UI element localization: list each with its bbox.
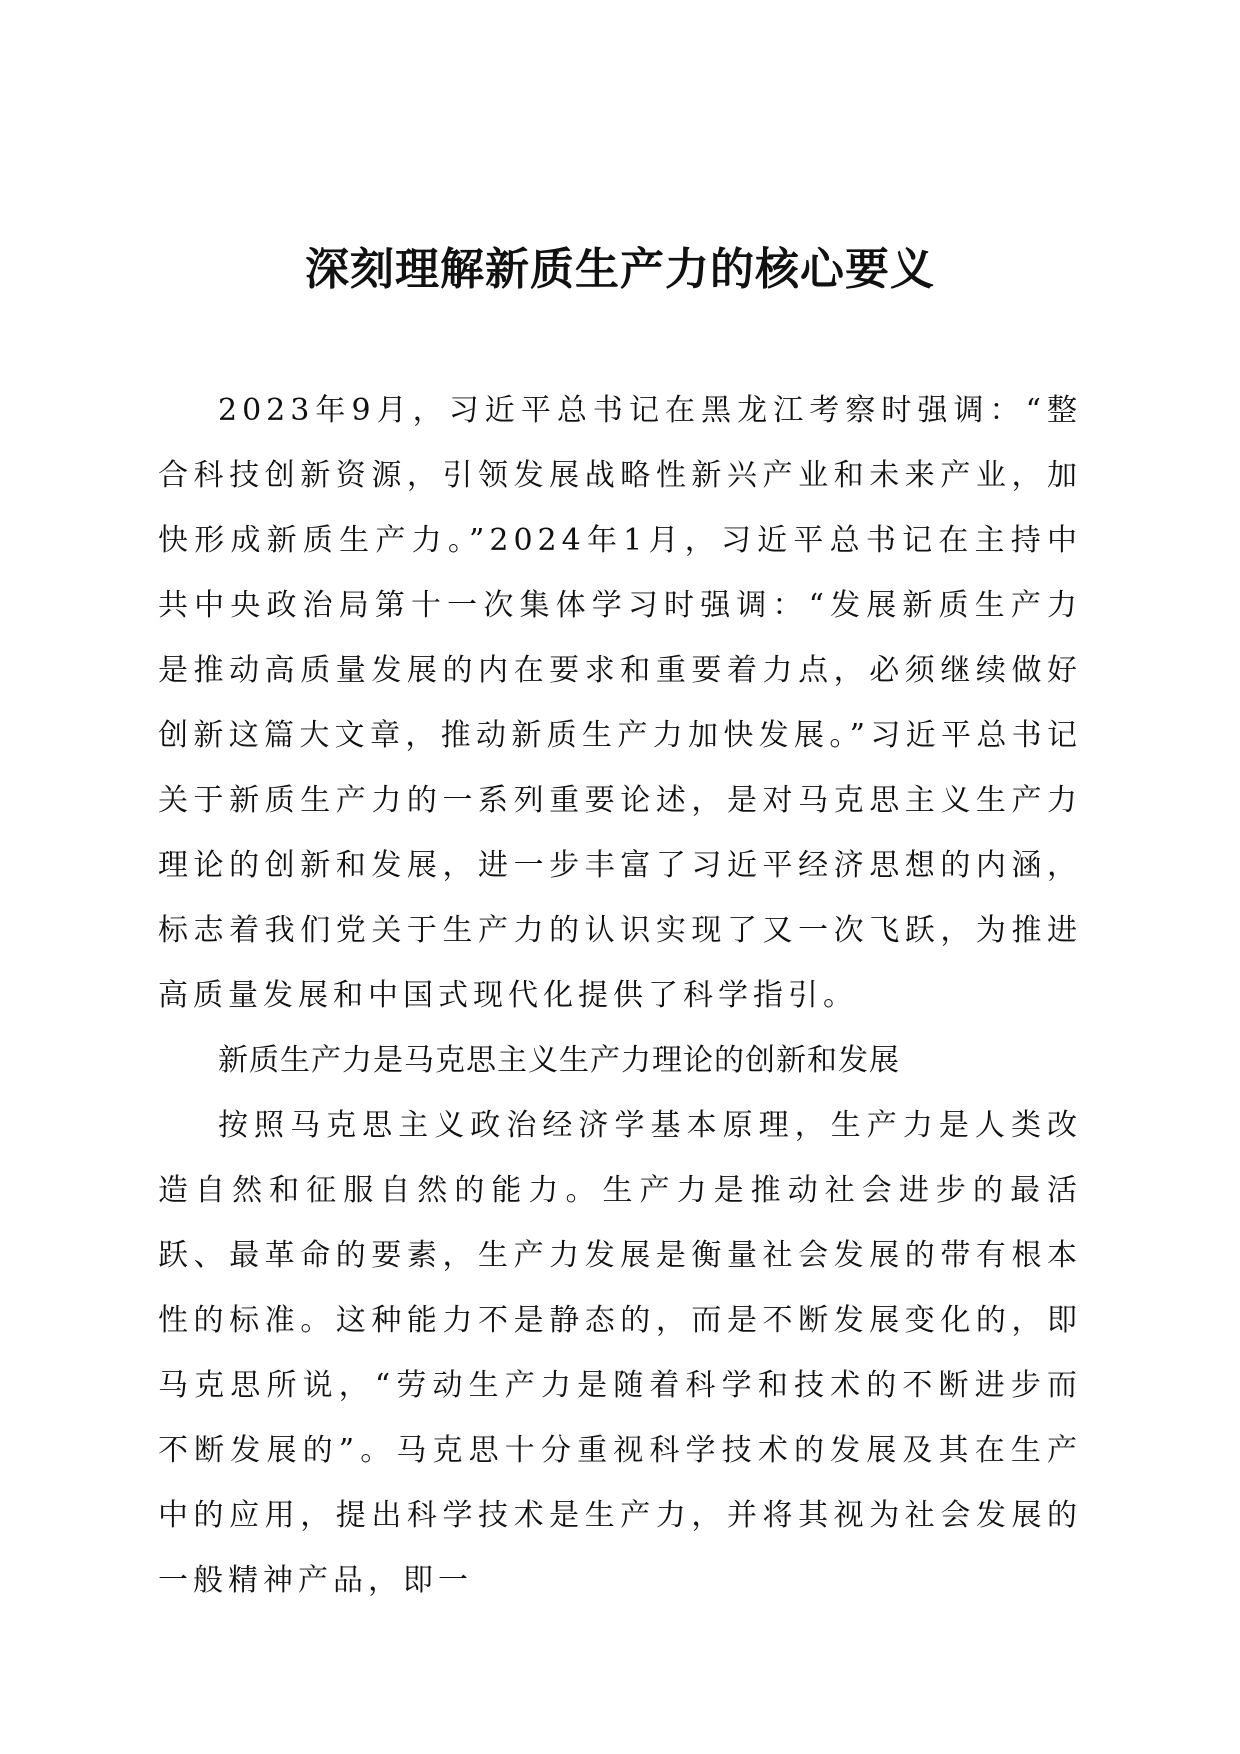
intro-paragraph: 2023年9月，习近平总书记在黑龙江考察时强调：“整合科技创新资源，引领发展战略性新兴产业和未来产业，加快形成新质生产力。”2024年1月，习近平总书记在主持中共中央政治局第十一次集体学习时强调：“发展新质生产力是推动高质量发展的内在要求和重要着力点，必须继续做好创新这篇大文章，推动新质生产力加快发展。”习近平总书记关于新质生产力的一系列重要论述，是对马克思主义生产力理论的创新和发展，进一步丰富了习近平经济思想的内涵，标志着我们党关于生产力的认识实现了又一次飞跃，为推进高质量发展和中国式现代化提供了科学指引。 bbox=[158, 393, 1082, 1013]
section-heading: 新质生产力是马克思主义生产力理论的创新和发展 bbox=[218, 1043, 900, 1078]
section-paragraph: 按照马克思主义政治经济学基本原理，生产力是人类改造自然和征服自然的能力。生产力是推动社会进步的最活跃、最革命的要素，生产力发展是衡量社会发展的带有根本性的标准。这种能力不是静态的，而是不断发展变化的，即马克思所说，“劳动生产力是随着科学和技术的不断进步而不断发展的”。马克思十分重视科学技术的发展及其在生产中的应用，提出科学技术是生产力，并将其视为社会发展的一般精神产品，即一 bbox=[158, 1108, 1082, 1598]
document-title: 深刻理解新质生产力的核心要义 bbox=[305, 244, 935, 295]
document-body bbox=[158, 378, 1082, 1613]
